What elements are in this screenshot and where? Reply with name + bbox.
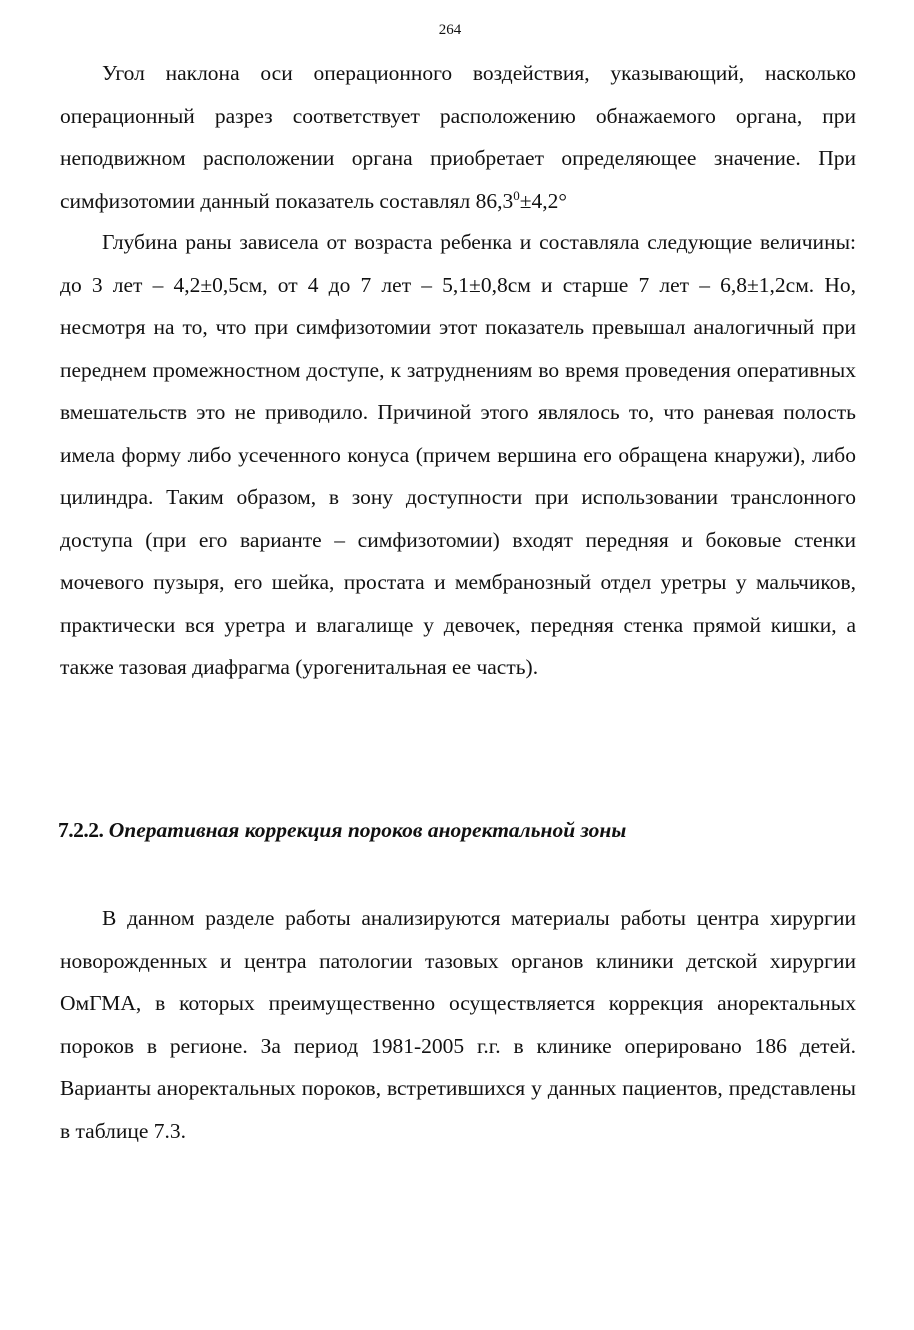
paragraph-wound-depth xyxy=(60,221,856,689)
section-number: 7.2.2. xyxy=(58,818,104,842)
paragraph-text: Угол наклона оси операционного воздействия, указывающий, насколько операционный разрез соответствует расположению обнажаемого органа, при неподвижном расположении органа приобретает определяющее значение. При симфизотомии данный показатель составлял 86,3 xyxy=(60,61,856,213)
paragraph-text: Глубина раны зависела от возраста ребенка и составляла следующие величины: до 3 лет – 4,2±0,5см, от 4 до 7 лет – 5,1±0,8см и старше 7 лет – 6,8±1,2см. Но, несмотря на то, что при симфизотомии этот показатель превышал аналогичный при переднем промежностном доступе, к затруднениям во время проведения оперативных вмешательств это не приводило. Причиной этого являлось то, что раневая полость имела форму либо усеченного конуса (причем вершина его обращена кнаружи), либо цилиндра. Таким образом, в зону доступности при использовании транслонного доступа (при его варианте – симфизотомии) входят передняя и боковые стенки мочевого пузыря, его шейка, простата и мембранозный отдел уретры у мальчиков, практически вся уретра и влагалище у девочек, передняя стенка прямой кишки, а также тазовая диафрагма (урогенитальная ее часть). xyxy=(60,230,856,679)
section-heading xyxy=(58,818,858,843)
superscript: 0 xyxy=(513,187,520,203)
paragraph-section-intro xyxy=(60,897,856,1152)
section-title: Оперативная коррекция пороков аноректальной зоны xyxy=(108,818,627,842)
page-number: 264 xyxy=(438,22,462,38)
paragraph-text: В данном разделе работы анализируются материалы работы центра хирургии новорожденных и центра патологии тазовых органов клиники детской хирургии ОмГМА, в которых преимущественно осуществляется коррекция аноректальных пороков в регионе. За период 1981-2005 г.г. в клинике оперировано 186 детей. Варианты аноректальных пороков, встретившихся у данных пациентов, представлены в таблице 7.3. xyxy=(60,906,856,1143)
paragraph-text-end: ±4,2° xyxy=(519,188,568,213)
paragraph-angle xyxy=(60,52,856,222)
